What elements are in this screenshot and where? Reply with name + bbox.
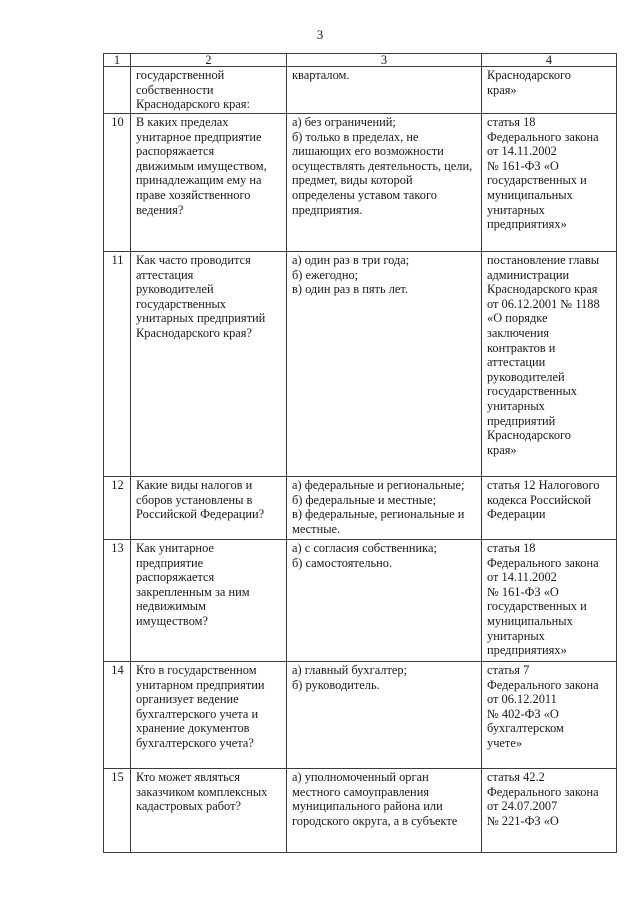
question-cell: [131, 769, 287, 853]
answer-option-line: местного самоуправления: [292, 784, 430, 799]
legal-reference-line: края»: [487, 82, 517, 97]
table-row: [104, 477, 617, 540]
answer-option-line: б) самостоятельно.: [292, 555, 393, 570]
question-text-line: бухгалтерского учета?: [136, 735, 254, 750]
question-cell: [131, 252, 287, 477]
legal-reference-line: края»: [487, 442, 517, 457]
legal-reference-line: «О порядке: [487, 311, 548, 326]
legal-reference-line: унитарных: [487, 202, 545, 217]
column-header-2: 2: [131, 54, 287, 67]
legal-reference-line: от 06.12.2011: [487, 692, 557, 707]
legal-basis-cell: [482, 477, 617, 540]
question-text-line: распоряжается: [136, 144, 215, 159]
row-number: 15: [104, 769, 131, 853]
question-text-line: унитарное предприятие: [136, 129, 262, 144]
answer-option-line: местные.: [292, 521, 341, 536]
row-number: [104, 67, 131, 114]
question-text-line: заказчиком комплексных: [136, 784, 268, 799]
answer-option-line: определены уставом такого: [292, 187, 437, 202]
table-row: [104, 662, 617, 769]
answer-option-line: городского округа, а в субъекте: [292, 813, 458, 828]
question-text-line: Какие виды налогов и: [136, 478, 253, 492]
legal-reference-line: муниципальных: [487, 613, 573, 628]
answer-option-line: а) без ограничений;: [292, 115, 396, 129]
column-header-3: 3: [287, 54, 482, 67]
legal-reference-line: Федерального закона: [487, 555, 599, 570]
table-row: [104, 114, 617, 252]
question-text-line: предприятие: [136, 555, 204, 570]
legal-reference-line: государственных: [487, 384, 578, 399]
answer-option-line: муниципального района или: [292, 799, 443, 814]
answer-options-cell: [287, 540, 482, 662]
answer-options-cell: [287, 67, 482, 114]
column-header-4: 4: [482, 54, 617, 67]
question-text-line: недвижимым: [136, 599, 206, 614]
question-text-line: ведения?: [136, 202, 184, 217]
answer-options-cell: [287, 662, 482, 769]
question-text-line: унитарном предприятии: [136, 677, 265, 692]
row-number: 11: [104, 252, 131, 477]
legal-reference-line: статья 42.2: [487, 770, 545, 784]
question-text-line: унитарных предприятий: [136, 311, 266, 326]
legal-reference-line: муниципальных: [487, 187, 573, 202]
legal-reference-line: № 221-ФЗ «О: [487, 813, 559, 828]
row-number: 10: [104, 114, 131, 252]
answer-option-line: а) один раз в три года;: [292, 253, 410, 267]
legal-reference-line: Краснодарского края: [487, 282, 598, 297]
legal-reference-line: от 14.11.2002: [487, 570, 557, 585]
answer-option-line: б) руководитель.: [292, 677, 380, 692]
legal-reference-line: руководителей: [487, 369, 565, 384]
legal-reference-line: заключения: [487, 325, 550, 340]
question-cell: [131, 477, 287, 540]
legal-reference-line: унитарных: [487, 628, 545, 643]
legal-reference-line: Федерального закона: [487, 129, 599, 144]
answer-option-line: осуществлять деятельность, цели,: [292, 158, 473, 173]
question-cell: [131, 540, 287, 662]
column-header-1: 1: [104, 54, 131, 67]
legal-reference-line: Федерации: [487, 507, 546, 522]
answer-option-line: предприятия.: [292, 202, 363, 217]
row-number: 14: [104, 662, 131, 769]
question-text-line: организует ведение: [136, 692, 239, 707]
legal-basis-cell: [482, 114, 617, 252]
legal-reference-line: государственных и: [487, 599, 587, 614]
legal-basis-cell: [482, 252, 617, 477]
legal-reference-line: Краснодарского: [487, 68, 571, 82]
question-text-line: Краснодарского края?: [136, 325, 252, 340]
legal-reference-line: Федерального закона: [487, 784, 599, 799]
legal-reference-line: № 402-ФЗ «О: [487, 706, 559, 721]
table-row: [104, 252, 617, 477]
legal-reference-line: Федерального закона: [487, 677, 599, 692]
question-text-line: принадлежащим ему на: [136, 173, 262, 188]
page-number: 3: [316, 27, 324, 42]
question-text-line: кадастровых работ?: [136, 799, 242, 814]
legal-reference-line: от 24.07.2007: [487, 799, 558, 814]
question-text-line: В каких пределах: [136, 115, 229, 129]
answer-option-line: предмет, виды которой: [292, 173, 413, 188]
legal-reference-line: статья 7: [487, 663, 530, 677]
question-text-line: движимым имуществом,: [136, 158, 267, 173]
answer-option-line: лишающих его возможности: [292, 144, 444, 159]
answer-option-line: кварталом.: [292, 68, 350, 82]
question-cell: [131, 67, 287, 114]
question-text-line: распоряжается: [136, 570, 215, 585]
answer-options-cell: [287, 477, 482, 540]
legal-basis-cell: [482, 769, 617, 853]
legal-reference-line: унитарных: [487, 398, 545, 413]
question-cell: [131, 114, 287, 252]
answer-option-line: а) федеральные и региональные;: [292, 478, 465, 492]
legal-basis-cell: [482, 540, 617, 662]
question-text-line: аттестация: [136, 267, 194, 282]
column-number-row: [104, 54, 617, 67]
answer-option-line: в) один раз в пять лет.: [292, 282, 408, 297]
question-text-line: государственных: [136, 296, 227, 311]
legal-reference-line: государственных и: [487, 173, 587, 188]
answer-option-line: в) федеральные, региональные и: [292, 507, 465, 522]
legal-reference-line: от 14.11.2002: [487, 144, 557, 159]
answer-option-line: б) федеральные и местные;: [292, 492, 437, 507]
legal-reference-line: статья 12 Налогового: [487, 478, 600, 492]
question-text-line: Российской Федерации?: [136, 507, 265, 522]
table-row: [104, 67, 617, 114]
legal-reference-line: Краснодарского: [487, 428, 571, 443]
question-text-line: имуществом?: [136, 613, 208, 628]
legal-reference-line: от 06.12.2001 № 1188: [487, 296, 600, 311]
question-text-line: бухгалтерского учета и: [136, 706, 259, 721]
legal-basis-cell: [482, 67, 617, 114]
legal-reference-line: кодекса Российской: [487, 492, 592, 507]
row-number: 13: [104, 540, 131, 662]
questions-table: [103, 53, 617, 853]
question-text-line: собственности: [136, 82, 214, 97]
legal-reference-line: постановление главы: [487, 253, 600, 267]
questions-table-body: [104, 54, 617, 853]
legal-reference-line: № 161-ФЗ «О: [487, 584, 559, 599]
legal-reference-line: статья 18: [487, 115, 536, 129]
table-row: [104, 540, 617, 662]
question-text-line: сборов установлены в: [136, 492, 253, 507]
legal-reference-line: № 161-ФЗ «О: [487, 158, 559, 173]
question-text-line: хранение документов: [136, 721, 250, 736]
table-row: [104, 769, 617, 853]
answer-option-line: б) ежегодно;: [292, 267, 359, 282]
question-text-line: Как унитарное: [136, 541, 214, 555]
legal-reference-line: статья 18: [487, 541, 536, 555]
legal-reference-line: предприятиях»: [487, 217, 567, 232]
question-text-line: праве хозяйственного: [136, 187, 251, 202]
legal-reference-line: предприятий: [487, 413, 556, 428]
legal-basis-cell: [482, 662, 617, 769]
legal-reference-line: бухгалтерском: [487, 721, 564, 736]
answer-option-line: а) уполномоченный орган: [292, 770, 429, 784]
legal-reference-line: аттестации: [487, 355, 546, 370]
row-number: 12: [104, 477, 131, 540]
legal-reference-line: предприятиях»: [487, 643, 567, 658]
legal-reference-line: контрактов и: [487, 340, 556, 355]
answer-option-line: а) с согласия собственника;: [292, 541, 437, 555]
question-cell: [131, 662, 287, 769]
question-text-line: Кто может являться: [136, 770, 241, 784]
question-text-line: Кто в государственном: [136, 663, 257, 677]
answer-options-cell: [287, 769, 482, 853]
question-text-line: руководителей: [136, 282, 214, 297]
legal-reference-line: учете»: [487, 735, 523, 750]
legal-reference-line: администрации: [487, 267, 570, 282]
answer-options-cell: [287, 252, 482, 477]
answer-options-cell: [287, 114, 482, 252]
answer-option-line: б) только в пределах, не: [292, 129, 419, 144]
question-text-line: закрепленным за ним: [136, 584, 250, 599]
question-text-line: Как часто проводится: [136, 253, 251, 267]
question-text-line: государственной: [136, 68, 225, 82]
question-text-line: Краснодарского края:: [136, 97, 250, 112]
answer-option-line: а) главный бухгалтер;: [292, 663, 408, 677]
